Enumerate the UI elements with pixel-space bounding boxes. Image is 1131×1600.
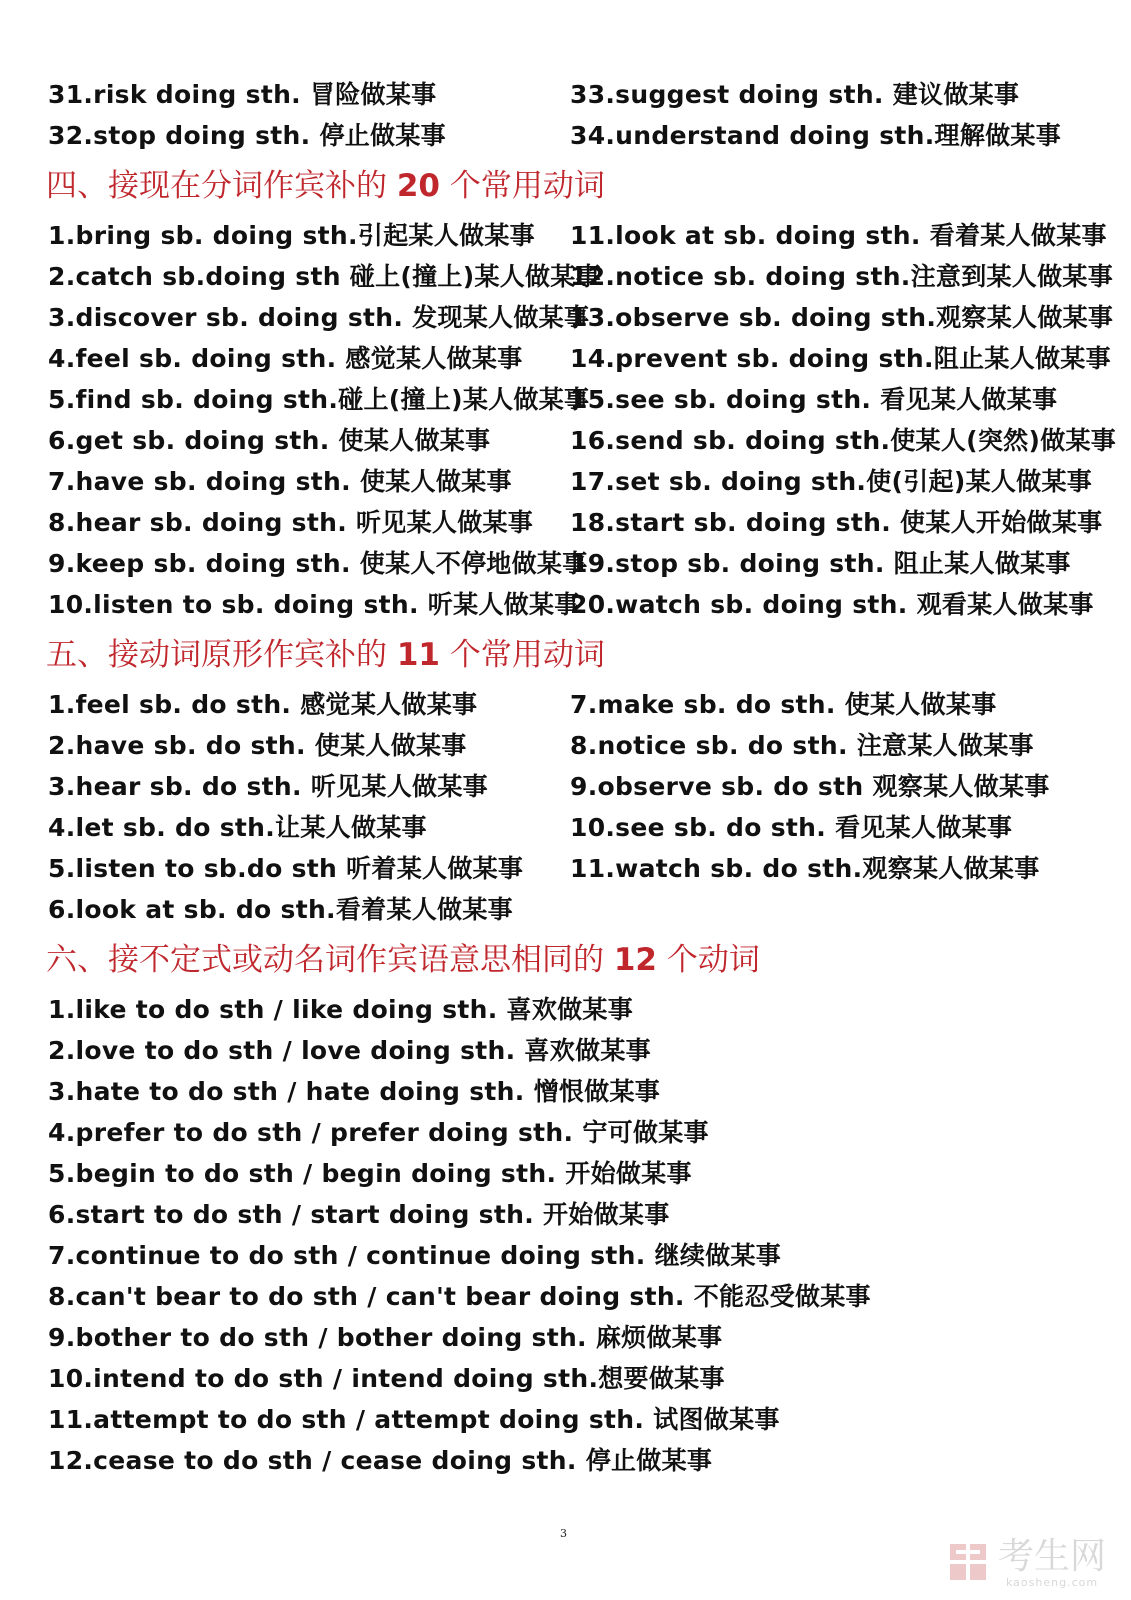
list-item: 10.listen to sb. doing sth. 听某人做某事 <box>48 590 580 619</box>
list-item: 1.like to do sth / like doing sth. 喜欢做某事 <box>48 995 634 1024</box>
list-item: 12.cease to do sth / cease doing sth. 停止做某事 <box>48 1446 713 1475</box>
heading-number: 12 <box>613 942 657 978</box>
page-number: 3 <box>560 1527 567 1540</box>
list-item: 4.feel sb. doing sth. 感觉某人做某事 <box>48 344 523 373</box>
list-item: 11.attempt to do sth / attempt doing sth. 试图做某事 <box>48 1405 780 1434</box>
list-item: 9.keep sb. doing sth. 使某人不停地做某事 <box>48 549 588 578</box>
list-item: 11.look at sb. doing sth. 看着某人做某事 <box>570 221 1107 250</box>
list-item: 19.stop sb. doing sth. 阻止某人做某事 <box>570 549 1071 578</box>
list-item: 8.notice sb. do sth. 注意某人做某事 <box>570 731 1034 760</box>
list-item: 3.hate to do sth / hate doing sth. 憎恨做某事 <box>48 1077 661 1106</box>
heading-number: 11 <box>396 637 440 673</box>
watermark-url: kaosheng.com <box>1006 1576 1099 1589</box>
list-item: 12.notice sb. doing sth.注意到某人做某事 <box>570 262 1113 291</box>
watermark <box>948 1536 1123 1592</box>
section-heading-5 <box>46 635 605 675</box>
list-item: 34.understand doing sth.理解做某事 <box>570 121 1062 150</box>
list-item: 3.hear sb. do sth. 听见某人做某事 <box>48 772 488 801</box>
list-item: 2.love to do sth / love doing sth. 喜欢做某事 <box>48 1036 651 1065</box>
list-item: 4.prefer to do sth / prefer doing sth. 宁可做某事 <box>48 1118 709 1147</box>
heading-text: 四、接现在分词作宾补的 <box>46 168 397 204</box>
list-item: 6.get sb. doing sth. 使某人做某事 <box>48 426 491 455</box>
list-item: 9.observe sb. do sth 观察某人做某事 <box>570 772 1050 801</box>
list-item: 10.see sb. do sth. 看见某人做某事 <box>570 813 1013 842</box>
list-item: 14.prevent sb. doing sth.阻止某人做某事 <box>570 344 1111 373</box>
list-item: 6.start to do sth / start doing sth. 开始做某事 <box>48 1200 670 1229</box>
heading-number: 20 <box>396 168 440 204</box>
list-item: 8.hear sb. doing sth. 听见某人做某事 <box>48 508 534 537</box>
list-item: 16.send sb. doing sth.使某人(突然)做某事 <box>570 426 1117 455</box>
list-item: 10.intend to do sth / intend doing sth.想要做某事 <box>48 1364 725 1393</box>
list-item: 13.observe sb. doing sth.观察某人做某事 <box>570 303 1114 332</box>
watermark-logo-icon <box>948 1540 992 1588</box>
heading-text: 个常用动词 <box>440 637 605 673</box>
heading-text: 五、接动词原形作宾补的 <box>46 637 397 673</box>
heading-text: 个动词 <box>657 942 760 978</box>
heading-text: 个常用动词 <box>440 168 605 204</box>
list-item: 2.catch sb.doing sth 碰上(撞上)某人做某事 <box>48 262 601 291</box>
list-item: 31.risk doing sth. 冒险做某事 <box>48 80 437 109</box>
list-item: 1.bring sb. doing sth.引起某人做某事 <box>48 221 535 250</box>
list-item: 4.let sb. do sth.让某人做某事 <box>48 813 427 842</box>
list-item: 5.listen to sb.do sth 听着某人做某事 <box>48 854 524 883</box>
heading-text: 六、接不定式或动名词作宾语意思相同的 <box>46 942 614 978</box>
list-item: 9.bother to do sth / bother doing sth. 麻烦做某事 <box>48 1323 723 1352</box>
list-item: 5.find sb. doing sth.碰上(撞上)某人做某事 <box>48 385 590 414</box>
section-heading-4 <box>46 166 605 206</box>
list-item: 7.continue to do sth / continue doing sth. 继续做某事 <box>48 1241 782 1270</box>
list-item: 8.can't bear to do sth / can't bear doing sth. 不能忍受做某事 <box>48 1282 871 1311</box>
list-item: 7.make sb. do sth. 使某人做某事 <box>570 690 997 719</box>
list-item: 18.start sb. doing sth. 使某人开始做某事 <box>570 508 1103 537</box>
list-item: 1.feel sb. do sth. 感觉某人做某事 <box>48 690 478 719</box>
list-item: 15.see sb. doing sth. 看见某人做某事 <box>570 385 1058 414</box>
list-item: 20.watch sb. doing sth. 观看某人做某事 <box>570 590 1094 619</box>
list-item: 5.begin to do sth / begin doing sth. 开始做某事 <box>48 1159 692 1188</box>
list-item: 3.discover sb. doing sth. 发现某人做某事 <box>48 303 590 332</box>
list-item: 7.have sb. doing sth. 使某人做某事 <box>48 467 512 496</box>
watermark-text: 考生网 <box>998 1536 1107 1577</box>
section-heading-6 <box>46 940 760 980</box>
list-item: 33.suggest doing sth. 建议做某事 <box>570 80 1020 109</box>
list-item: 11.watch sb. do sth.观察某人做某事 <box>570 854 1040 883</box>
list-item: 17.set sb. doing sth.使(引起)某人做某事 <box>570 467 1093 496</box>
list-item: 6.look at sb. do sth.看着某人做某事 <box>48 895 513 924</box>
list-item: 2.have sb. do sth. 使某人做某事 <box>48 731 467 760</box>
list-item: 32.stop doing sth. 停止做某事 <box>48 121 446 150</box>
